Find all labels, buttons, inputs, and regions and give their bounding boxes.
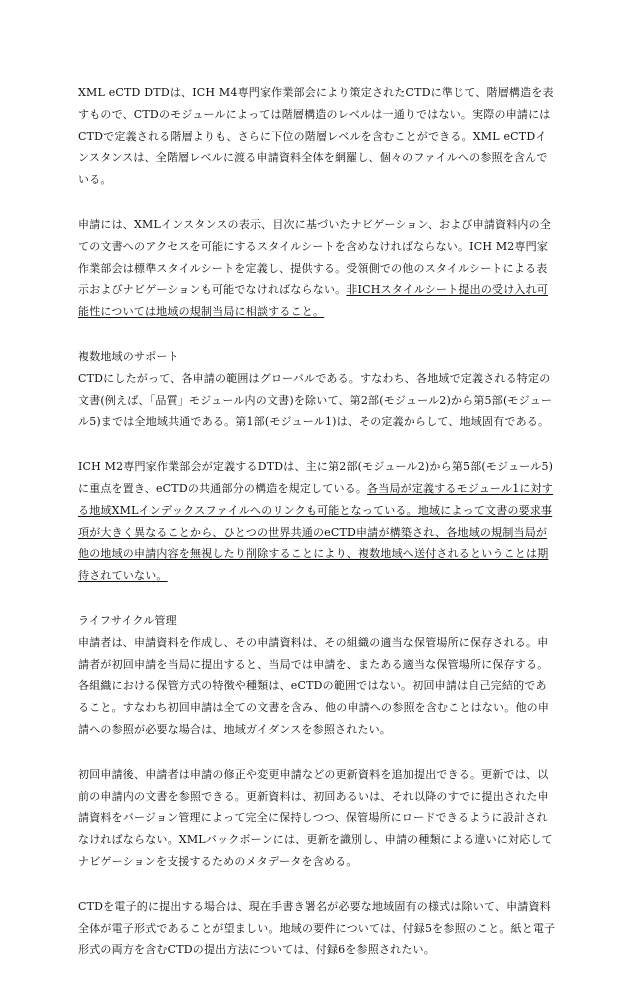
paragraph-regions: CTDにしたがって、各申請の範囲はグローバルである。すなわち、各地域で定義される特定の文書(例えば、「品質」モジュール内の文書)を除いて、第2部(モジュール2)から第5部(モジュール5)までは全地域共通である。第1部(モジュール1)は、その定義からして、地域固有である。 bbox=[78, 371, 553, 429]
paragraph-lifecycle: 申請者は、申請資料を作成し、その申請資料は、その組織の適当な保管場所に保存される。申請者が初回申請を当局に提出すると、当局では申請を、またある適当な保管場所に保存する。各組織における保管方式の特徴や種類は、eCTDの範囲ではない。初回申請は自己完結的であること。すなわち初回申請は全ての文書を含み、他の申請への参照を含むことはない。他の申請への参照が必要な場合は、地域ガイダンスを参照されたい。 bbox=[78, 635, 550, 736]
paragraph-m2-dtd bbox=[78, 456, 556, 587]
m2-dtd-text: ICH M2専門家作業部会が定義するDTDは、主に第2部(モジュール2)から第5部(モジュール5)に重点を置き、eCTDの共通部分の構造を規定している。 bbox=[78, 460, 554, 495]
section-multiple-regions bbox=[78, 346, 556, 433]
section-lifecycle bbox=[78, 610, 556, 741]
document-page bbox=[78, 82, 556, 984]
heading-multiple-regions: 複数地域のサポート bbox=[78, 349, 179, 363]
heading-lifecycle: ライフサイクル管理 bbox=[78, 613, 177, 627]
m2-dtd-underlined-text: 各当局が定義するモジュール1に対する地域XMLインデックスファイルへのリンクも可能となっている。地域によって文書の要求事項が大きく異なることから、ひとつの世界共通のeCTD申請が構築され、各地域の規制当局が他の地域の申請内容を無視したり削除することにより、複数地域へ送付されるということは期待されていない。 bbox=[78, 481, 554, 583]
stylesheet-text: 申請には、XMLインスタンスの表示、目次に基づいたナビゲーション、および申請資料内の全ての文書へのアクセスを可能にするスタイルシートを含めなければならない。ICH M2専門家作業部会は標準スタイルシートを定義し、提供する。受領側での他のスタイルシートによる表示およびナビゲーションも可能でなければならない。 bbox=[78, 217, 552, 297]
paragraph-stylesheet bbox=[78, 214, 556, 323]
paragraph-electronic-submission: CTDを電子的に提出する場合は、現在手書き署名が必要な地域固有の様式は除いて、申請資料全体が電子形式であることが望ましい。地域の要件については、付録5を参照のこと。紙と電子形式の両方を含むCTDの提出方法については、付録6を参照されたい。 bbox=[78, 899, 556, 957]
stylesheet-underlined-text: 非ICHスタイルシート提出の受け入れ可能性については地域の規制当局に相談すること。 bbox=[78, 283, 549, 319]
paragraph-updates: 初回申請後、申請者は申請の修正や変更申請などの更新資料を追加提出できる。更新では、以前の申請内の文書を参照できる。更新資料は、初回あるいは、それ以降のすでに提出された申請資料をバージョン管理によって完全に保持しつつ、保管場所にロードできるように設計されなければならない。XMLバックボーンには、更新を識別し、申請の種類による違いに対応してナビゲーションを支援するためのメタデータを含める。 bbox=[78, 767, 553, 868]
paragraph-dtd-hierarchy: XML eCTD DTDは、ICH M4専門家作業部会により策定されたCTDに準じて、階層構造を表すもので、CTDのモジュールによっては階層構造のレベルは一通りではない。実際の申請にはCTDで定義される階層よりも、さらに下位の階層レベルを含むことができる。XML eCTDインスタンスは、全階層レベルに渡る申請資料全体を網羅し、個々のファイルへの参照を含んでいる。 bbox=[78, 86, 554, 187]
